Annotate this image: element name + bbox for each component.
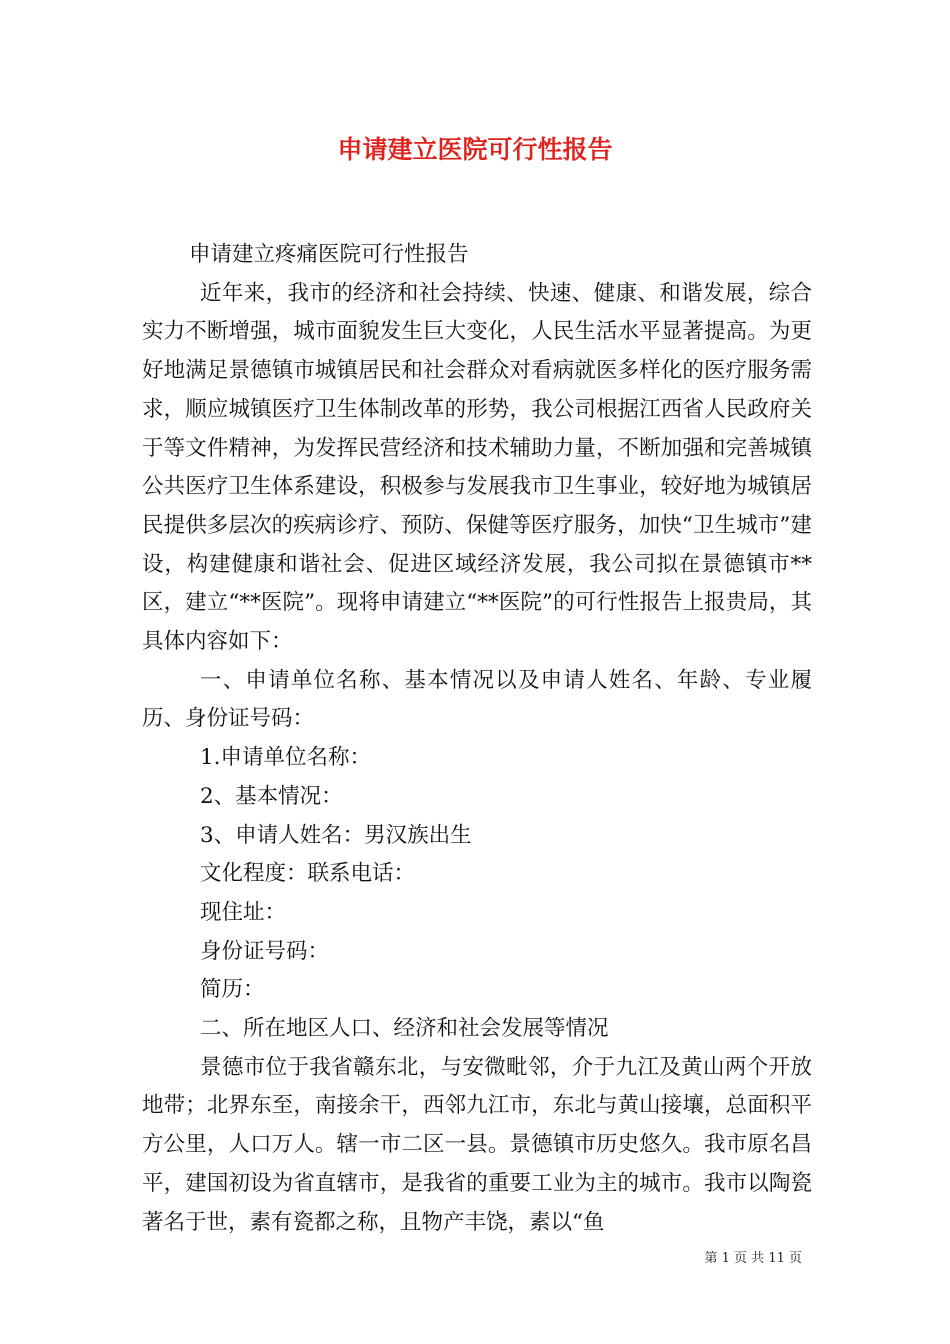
document-title: 申请建立医院可行性报告: [337, 135, 613, 164]
document-body: [142, 236, 812, 1242]
paragraph-section-one: 一、申请单位名称、基本情况以及申请人姓名、年龄、专业履历、身份证号码：: [142, 667, 812, 732]
paragraph-item-name: 1.申请单位名称：: [200, 745, 372, 771]
paragraph-subtitle: 申请建立疼痛医院可行性报告: [189, 242, 469, 267]
page-number: 第 1 页 共 11 页: [704, 1251, 802, 1266]
paragraph-intro: 近年来，我市的经济和社会持续、快速、健康、和谐发展，综合实力不断增强，城市面貌发生巨大变化，人民生活水平显著提高。为更好地满足景德镇市城镇居民和社会群众对看病就医多样化的医疗服务需求，顺应城镇医疗卫生体制改革的形势，我公司根据江西省人民政府关于等文件精神，为发挥民营经济和技术辅助力量，不断加强和完善城镇公共医疗卫生体系建设，积极参与发展我市卫生事业，较好地为城镇居民提供多层次的疾病诊疗、预防、保健等医疗服务，加快“卫生城市”建设，构建健康和谐社会、促进区域经济发展，我公司拟在景德镇市**区，建立“**医院”。现将申请建立“**医院”的可行性报告上报贵局，其具体内容如下：: [142, 280, 812, 655]
paragraph-region-info: 景德市位于我省赣东北，与安微毗邻，介于九江及黄山两个开放地带；北界东至，南接余干，西邻九江市，东北与黄山接壤，总面积平方公里，人口万人。辖一市二区一县。景德镇市历史悠久。我市原名昌平，建国初设为省直辖市，是我省的重要工业为主的城市。我市以陶瓷著名于世，素有瓷都之称，且物产丰饶，素以“鱼: [142, 1054, 812, 1235]
paragraph-address: 现住址：: [200, 899, 287, 925]
paragraph-resume: 简历：: [200, 977, 265, 1003]
paragraph-item-basic: 2、基本情况：: [200, 783, 343, 809]
paragraph-id-number: 身份证号码：: [200, 938, 330, 964]
paragraph-education: 文化程度：联系电话：: [200, 861, 416, 887]
paragraph-section-two: 二、所在地区人口、经济和社会发展等情况: [200, 1016, 609, 1042]
paragraph-item-applicant: 3、申请人姓名：男汉族出生: [200, 822, 472, 848]
